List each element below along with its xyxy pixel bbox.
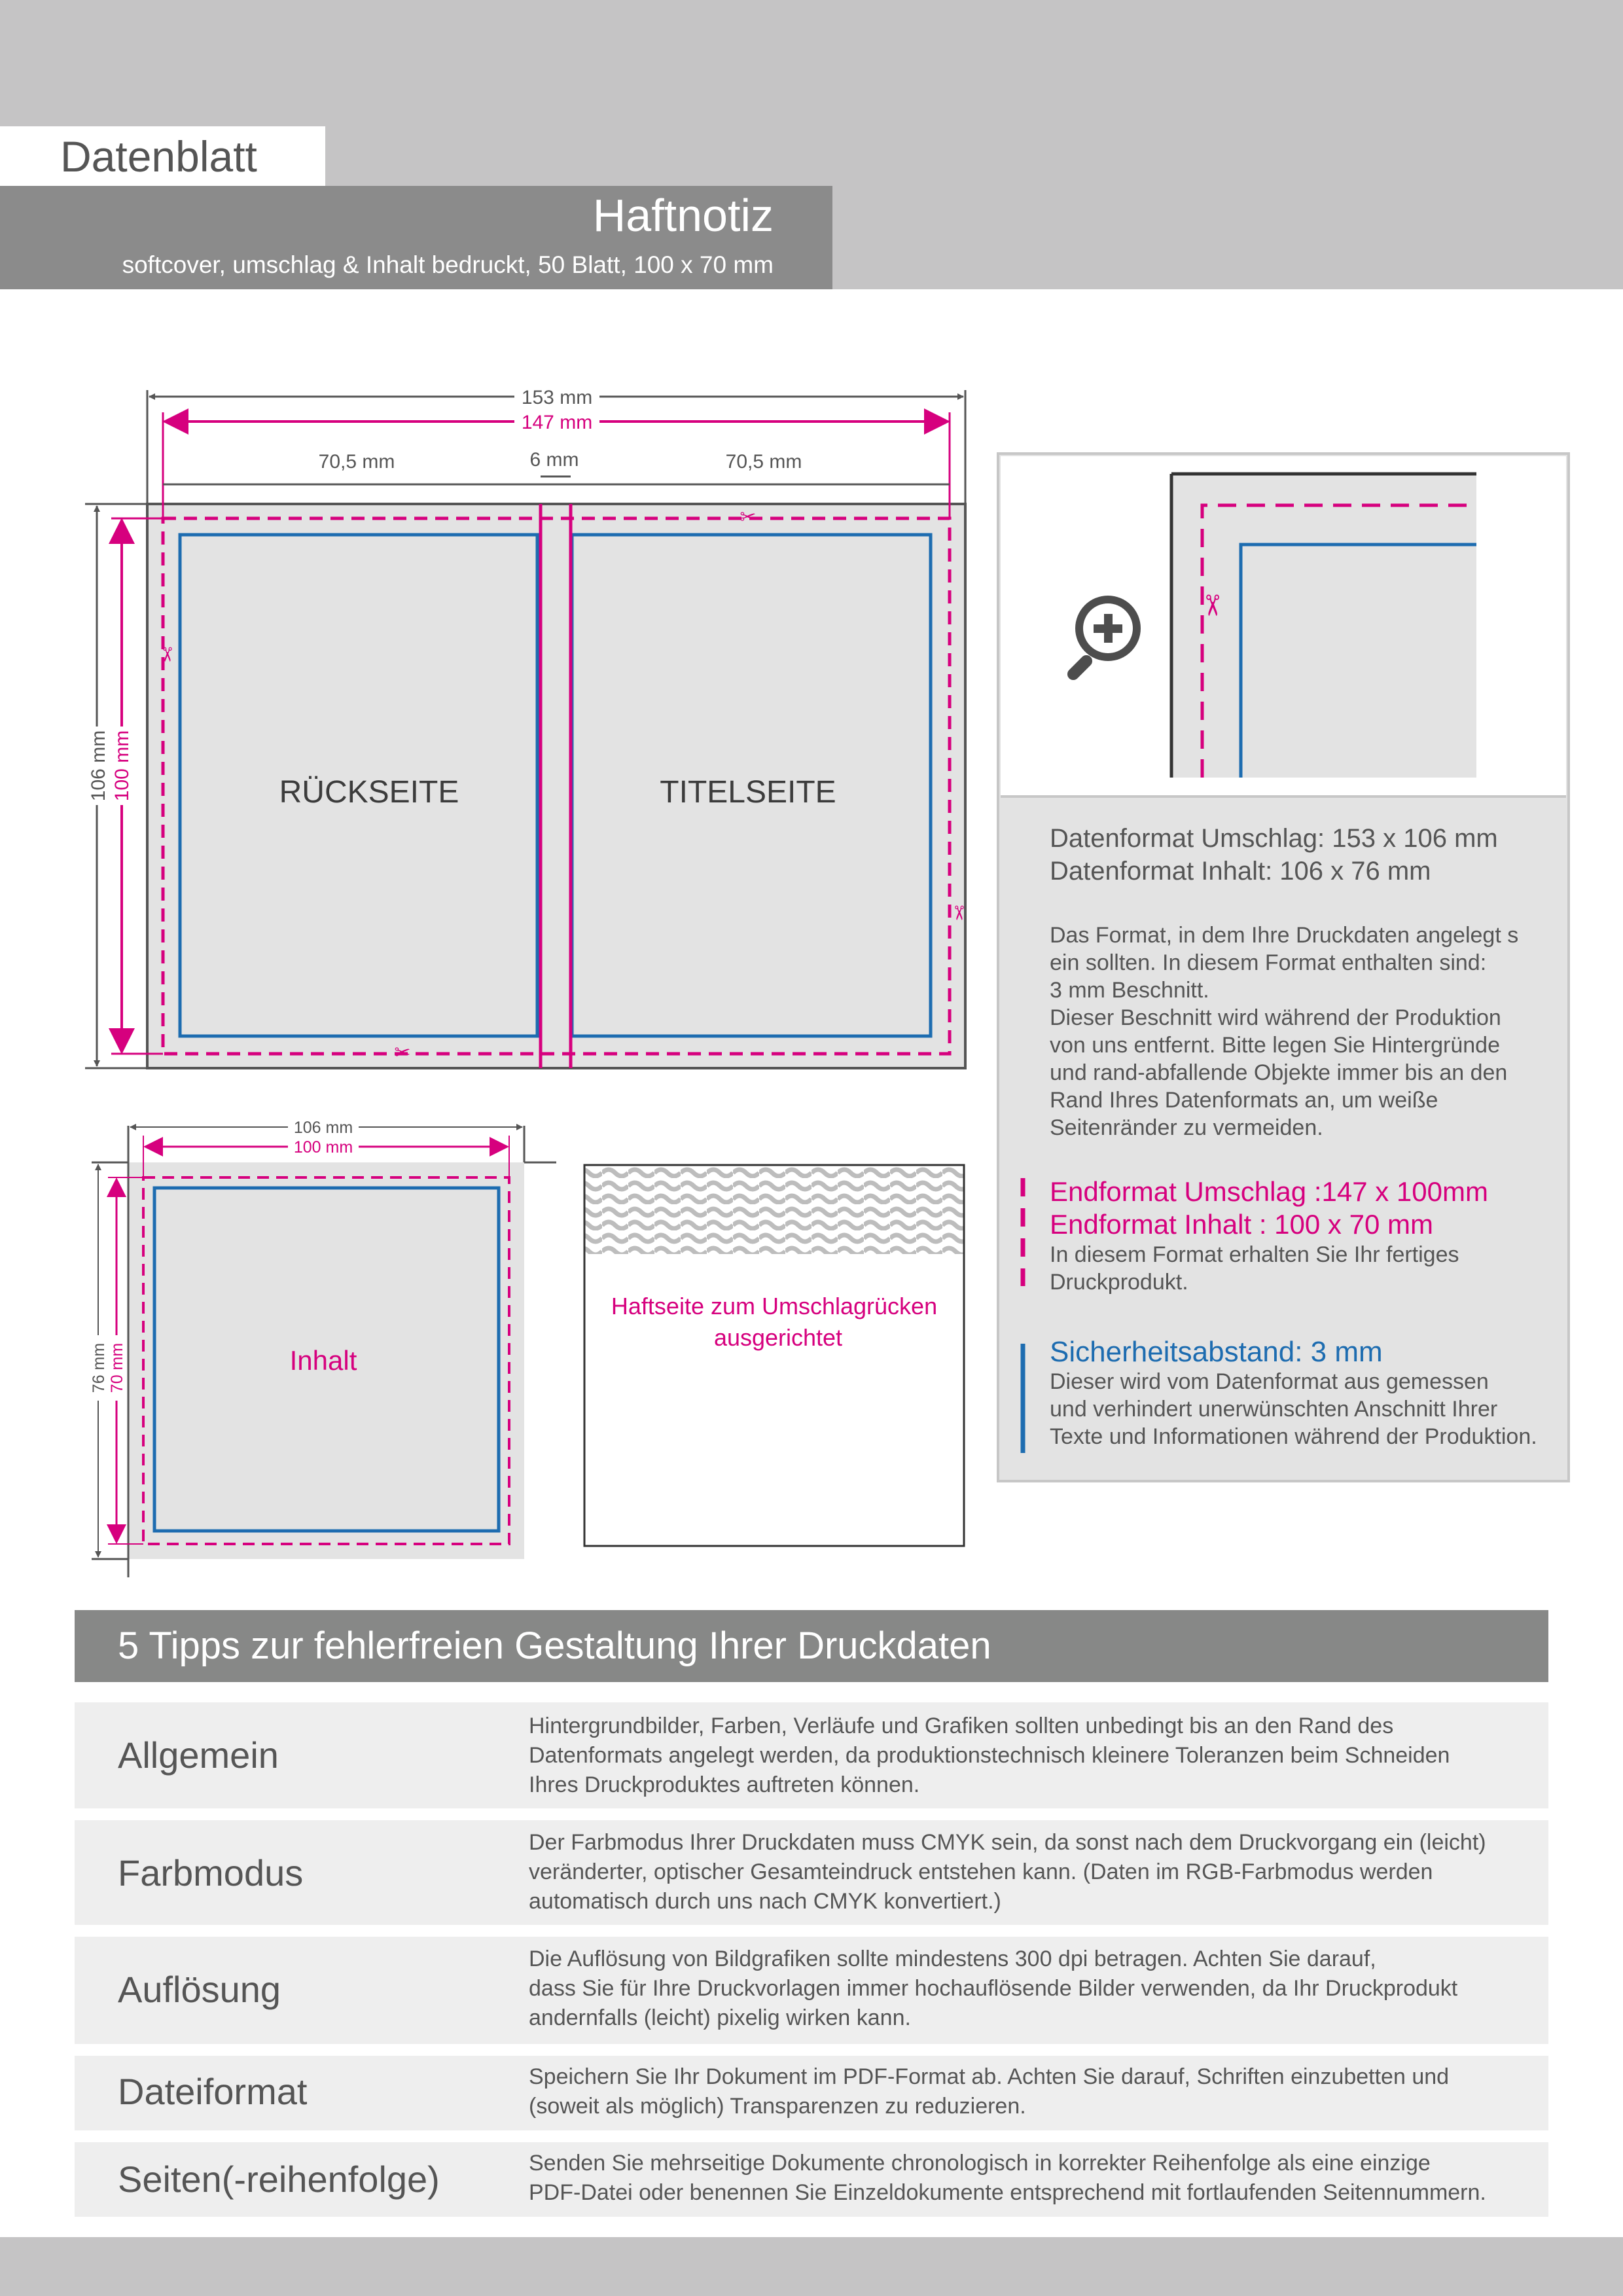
- page-title: Haftnotiz: [592, 190, 774, 241]
- dim-panel-left: 70,5 mm: [318, 451, 395, 473]
- adhesive-diagram: [584, 1165, 964, 1546]
- tip-label: Dateiformat: [118, 2071, 308, 2112]
- tip-row-aufloesung: [75, 1937, 1548, 2044]
- content-label: Inhalt: [289, 1345, 357, 1376]
- tip-text: Die Auflösung von Bildgrafiken sollte mindestens 300 dpi betragen. Achten Sie darauf, dass Sie für Ihre Druckvorlagen immer hochauflösende Bilder verwenden, da Ihr Druckprodukt andernfalls (leicht) pixelig wirken kann.: [529, 1946, 1458, 2030]
- content-dim-height-trim: 70 mm: [108, 1342, 126, 1393]
- scissors-icon: ✂: [156, 646, 177, 663]
- safety-description: Dieser wird vom Datenformat aus gemessen und verhindert unerwünschten Anschnitt Ihrer Texte und Informationen während der Produktion.: [1050, 1369, 1537, 1449]
- tip-text: Hintergrundbilder, Farben, Verläufe und Grafiken sollten unbedingt bis an den Rand des Datenformats angelegt werden, da produktionstechnisch kleinere Toleranzen beim Schneiden Ihres Druckproduktes auftreten können.: [529, 1713, 1450, 1797]
- cover-front-label: TITELSEITE: [660, 775, 836, 810]
- format-content: Datenformat Inhalt: 106 x 76 mm: [1050, 857, 1431, 886]
- cover-back-label: RÜCKSEITE: [279, 775, 459, 810]
- tip-text: Der Farbmodus Ihrer Druckdaten muss CMYK sein, da sonst nach dem Druckvorgang ein (leicht) veränderter, optischer Gesamteindruck entstehen kann. (Daten im RGB-Farbmodus werden automatisch durch uns nach CMYK konvertiert.): [529, 1830, 1486, 1914]
- tip-text: Senden Sie mehrseitige Dokumente chronologisch in korrekter Reihenfolge als eine einzige PDF-Datei oder benennen Sie Einzeldokumente entsprechend mit fortlaufenden Seitennummern.: [529, 2151, 1486, 2205]
- endformat-content: Endformat Inhalt : 100 x 70 mm: [1050, 1209, 1433, 1240]
- tip-row-seiten: [75, 2142, 1548, 2217]
- tip-label: Farbmodus: [118, 1852, 304, 1893]
- tip-text: Speichern Sie Ihr Dokument im PDF-Format ab. Achten Sie darauf, Schriften einzubetten und (soweit als möglich) Transparenzen zu reduzieren.: [529, 2064, 1450, 2119]
- adhesive-label-line1: Haftseite zum Umschlagrücken: [611, 1293, 938, 1319]
- content-dim-height-total: 76 mm: [90, 1342, 108, 1393]
- safety-title: Sicherheitsabstand: 3 mm: [1050, 1336, 1383, 1368]
- endformat-cover: Endformat Umschlag :147 x 100mm: [1050, 1176, 1488, 1207]
- dim-height-total: 106 mm: [88, 730, 109, 802]
- tip-label: Seiten(-reihenfolge): [118, 2159, 440, 2200]
- scissors-icon: ✂: [394, 1042, 411, 1064]
- dim-height-trim: 100 mm: [111, 730, 133, 802]
- scissors-icon: ✂: [740, 507, 757, 528]
- doc-label: Datenblatt: [60, 132, 257, 181]
- scissors-icon: ✂: [1196, 593, 1228, 618]
- adhesive-label-line2: ausgerichtet: [713, 1324, 843, 1351]
- scissors-icon: ✂: [948, 905, 969, 922]
- tip-row-dateiformat: [75, 2056, 1548, 2130]
- cover-diagram: [85, 385, 969, 1068]
- dim-panel-right: 70,5 mm: [725, 451, 802, 473]
- content-dim-width-trim: 100 mm: [293, 1138, 353, 1157]
- dim-width-total: 153 mm: [521, 387, 593, 408]
- tip-label: Auflösung: [118, 1969, 281, 2010]
- cover-bleed-area: [147, 504, 965, 1068]
- format-cover: Datenformat Umschlag: 153 x 106 mm: [1050, 824, 1498, 853]
- content-diagram: [89, 1118, 556, 1577]
- tip-row-allgemein: [75, 1702, 1548, 1808]
- bottom-band: [0, 2237, 1623, 2296]
- tips-header-title: 5 Tipps zur fehlerfreien Gestaltung Ihrer Druckdaten: [118, 1624, 991, 1667]
- content-dim-width-total: 106 mm: [293, 1119, 353, 1137]
- dim-spine: 6 mm: [529, 449, 579, 471]
- format-description: Das Format, in dem Ihre Druckdaten angelegt s ein sollten. In diesem Format enthalten sind: 3 mm Beschnitt. Dieser Beschnitt wird während der Produktion von uns entfernt. Bitte legen Sie Hintergründe und rand-abfallende Objekte immer bis an den Rand Ihres Datenformats an, um weiße Seitenränder zu vermeiden.: [1050, 923, 1519, 1140]
- dim-width-trim: 147 mm: [521, 412, 593, 433]
- endformat-description: In diesem Format erhalten Sie Ihr fertiges Druckprodukt.: [1050, 1242, 1459, 1295]
- tip-label: Allgemein: [118, 1734, 279, 1776]
- adhesive-pattern: [584, 1165, 964, 1254]
- tip-row-farbmodus: [75, 1820, 1548, 1925]
- page-subtitle: softcover, umschlag & Inhalt bedruckt, 50 Blatt, 100 x 70 mm: [122, 251, 774, 278]
